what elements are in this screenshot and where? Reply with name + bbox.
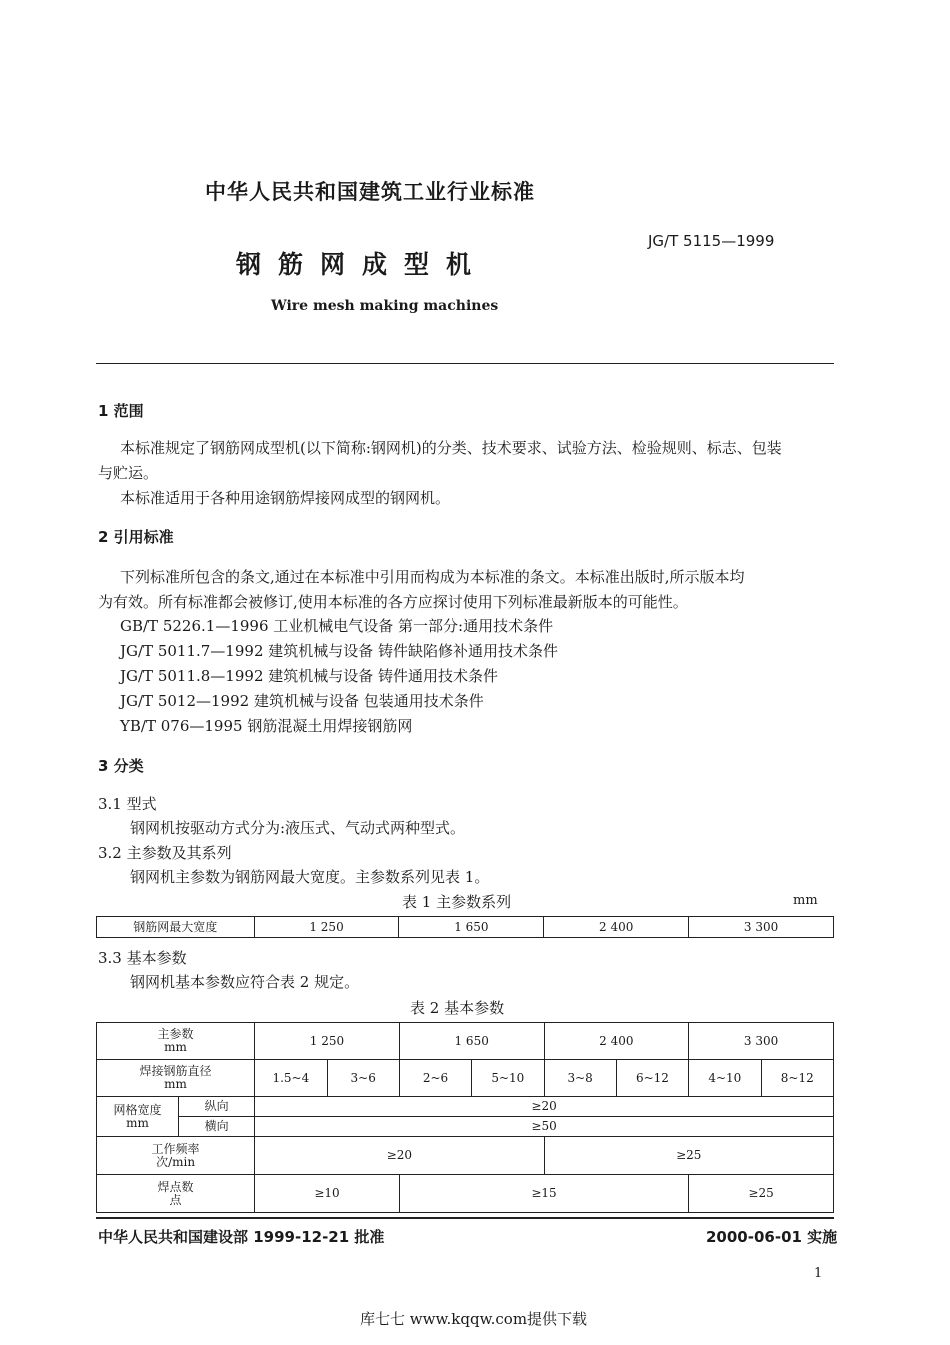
table-2-cell: 2~6 <box>399 1060 471 1097</box>
section-1-paragraph-2: 本标准适用于各种用途钢筋焊接网成型的钢网机。 <box>120 489 451 507</box>
section-3-heading: 3 分类 <box>98 757 144 775</box>
table-2-cell: ≥10 <box>255 1175 400 1213</box>
section-1-paragraph-1-cont: 与贮运。 <box>98 464 159 482</box>
grid-width-label: 网格宽度 mm <box>97 1097 179 1137</box>
table-2-cell: 5~10 <box>472 1060 544 1097</box>
table-2 <box>96 1022 834 1213</box>
section-3-3-heading: 3.3 基本参数 <box>98 949 187 967</box>
header-divider <box>96 363 834 364</box>
section-3-1-text: 钢网机按驱动方式分为:液压式、气动式两种型式。 <box>130 819 466 837</box>
bar-diameter-label: 焊接钢筋直径 mm <box>97 1060 255 1097</box>
document-title: 钢筋网成型机 <box>236 250 489 279</box>
table-1-cell: 1 250 <box>254 917 399 938</box>
table-2-cell: 8~12 <box>761 1060 833 1097</box>
weld-points-label: 焊点数 点 <box>97 1175 255 1213</box>
reference-item: GB/T 5226.1—1996 工业机械电气设备 第一部分:通用技术条件 <box>120 617 554 635</box>
implementation-date: 2000-06-01 实施 <box>706 1228 838 1246</box>
section-2-paragraph-1-cont: 为有效。所有标准都会被修订,使用本标准的各方应探讨使用下列标准最新版本的可能性。 <box>98 593 688 611</box>
standard-title: 中华人民共和国建筑工业行业标准 <box>205 180 535 204</box>
table-1-cell: 2 400 <box>544 917 689 938</box>
table-2-cell: ≥50 <box>255 1117 834 1137</box>
work-frequency-label: 工作频率 次/min <box>97 1137 255 1175</box>
section-1-paragraph-1: 本标准规定了钢筋网成型机(以下简称:钢网机)的分类、技术要求、试验方法、检验规则、标志、包装 <box>120 439 782 457</box>
section-2-heading: 2 引用标准 <box>98 528 174 546</box>
table-1-unit: mm <box>793 893 818 908</box>
reference-item: JG/T 5011.7—1992 建筑机械与设备 铸件缺陷修补通用技术条件 <box>120 642 559 660</box>
table-1-row-label: 钢筋网最大宽度 <box>97 917 255 938</box>
approval-line: 中华人民共和国建设部 1999-12-21 批准 <box>98 1228 385 1246</box>
section-3-2-heading: 3.2 主参数及其系列 <box>98 844 232 862</box>
table-2-cell: ≥20 <box>255 1137 544 1175</box>
table-2-cell: 3 300 <box>689 1023 834 1060</box>
table-2-cell: 3~6 <box>327 1060 399 1097</box>
section-2-paragraph-1: 下列标准所包含的条文,通过在本标准中引用而构成为本标准的条文。本标准出版时,所示版本均 <box>120 568 745 586</box>
table-1-cell: 3 300 <box>689 917 834 938</box>
table-2-cell: 1 650 <box>399 1023 544 1060</box>
table-2-cell: 6~12 <box>616 1060 688 1097</box>
section-3-2-text: 钢网机主参数为钢筋网最大宽度。主参数系列见表 1。 <box>130 868 490 886</box>
table-1 <box>96 916 834 938</box>
table-2-caption: 表 2 基本参数 <box>410 999 505 1017</box>
grid-transverse-label: 横向 <box>179 1117 255 1137</box>
grid-longitudinal-label: 纵向 <box>179 1097 255 1117</box>
table-2-cell: 4~10 <box>689 1060 761 1097</box>
standard-code: JG/T 5115—1999 <box>648 232 775 250</box>
table-2-cell: 2 400 <box>544 1023 689 1060</box>
section-3-1-heading: 3.1 型式 <box>98 795 157 813</box>
table-2-cell: 1 250 <box>255 1023 400 1060</box>
english-title: Wire mesh making machines <box>271 298 499 314</box>
reference-item: JG/T 5011.8—1992 建筑机械与设备 铸件通用技术条件 <box>120 667 499 685</box>
main-param-label: 主参数 mm <box>97 1023 255 1060</box>
footer-divider <box>96 1217 834 1219</box>
table-2-cell: 3~8 <box>544 1060 616 1097</box>
table-1-cell: 1 650 <box>399 917 544 938</box>
section-1-heading: 1 范围 <box>98 402 144 420</box>
table-2-cell: ≥25 <box>689 1175 834 1213</box>
table-2-cell: ≥15 <box>399 1175 688 1213</box>
reference-item: YB/T 076—1995 钢筋混凝土用焊接钢筋网 <box>120 717 413 735</box>
page-number: 1 <box>814 1266 823 1281</box>
table-2-cell: ≥25 <box>544 1137 834 1175</box>
section-3-3-text: 钢网机基本参数应符合表 2 规定。 <box>130 973 360 991</box>
table-2-cell: ≥20 <box>255 1097 834 1117</box>
table-2-cell: 1.5~4 <box>255 1060 327 1097</box>
reference-item: JG/T 5012—1992 建筑机械与设备 包装通用技术条件 <box>120 692 484 710</box>
table-1-caption: 表 1 主参数系列 <box>402 893 512 911</box>
watermark-text: 库七七 www.kqqw.com提供下载 <box>360 1310 588 1328</box>
